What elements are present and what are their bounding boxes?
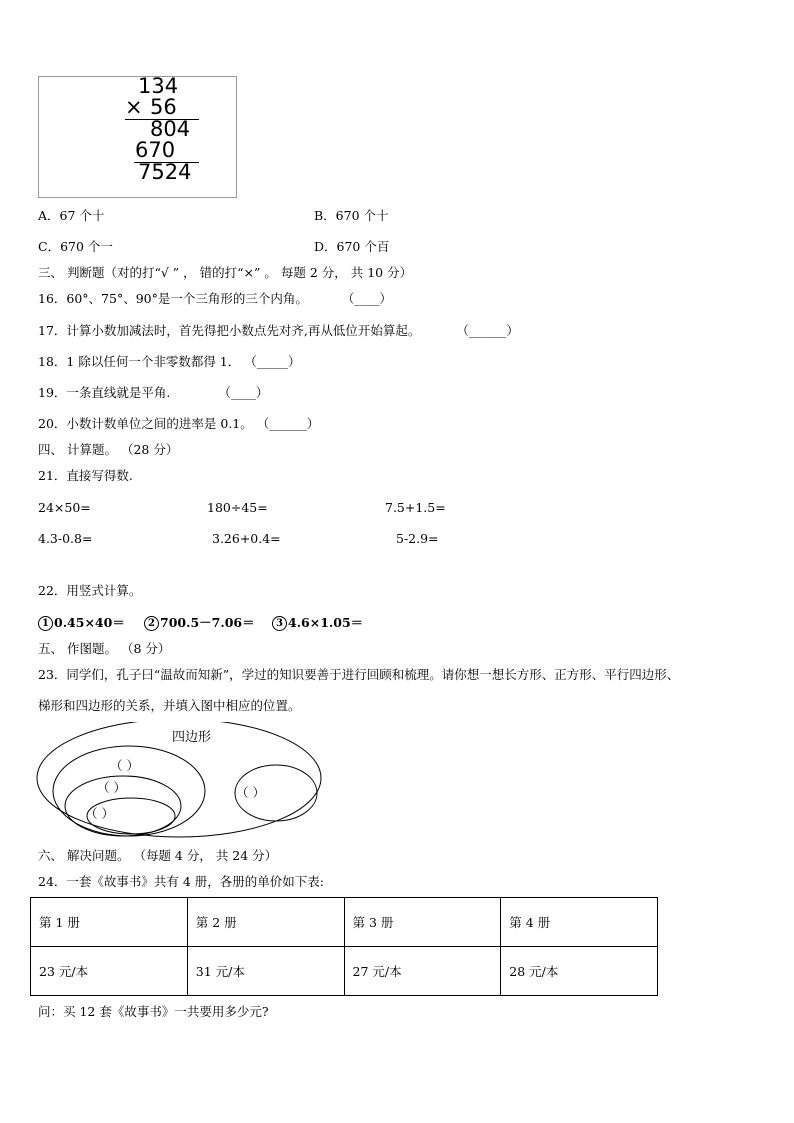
- partial-product-2: 670: [135, 138, 176, 162]
- partial-product-1: 804: [150, 117, 191, 141]
- question-17: [38, 323, 519, 339]
- answer-paren-20[interactable]: （______）: [256, 416, 320, 431]
- option-b: B．670 个十: [314, 208, 389, 223]
- table-header-cell: 第 2 册: [187, 898, 344, 947]
- option-c: C．670 个一: [38, 239, 113, 254]
- circled-number-1: 1: [38, 616, 53, 631]
- question-16-text: 16．60°、75°、90°是一个三角形的三个内角。: [38, 291, 308, 306]
- vertical-calc-3: [272, 615, 363, 631]
- table-cell: 27 元/本: [344, 947, 501, 996]
- question-21-label: 21．直接写得数.: [38, 468, 133, 483]
- table-header-cell: 第 3 册: [344, 898, 501, 947]
- calc-item: 24×50=: [38, 500, 91, 515]
- section-3-heading: 三、 判断题（对的打“√ ” ， 错的打“×” 。 每题 2 分， 共 10 分）: [38, 265, 413, 280]
- answer-paren-19[interactable]: （____）: [218, 385, 269, 400]
- vertical-calc-2-expr: 700.5－7.06＝: [160, 615, 255, 630]
- question-23-line-2: 梯形和四边形的关系，并填入图中相应的位置。: [38, 698, 301, 713]
- blank-rectangle[interactable]: （ ）: [97, 780, 126, 795]
- calc-item: 5-2.9=: [396, 531, 439, 546]
- table-row: [31, 898, 658, 947]
- question-23-line-1: 23．同学们，孔子曰“温故而知新”，学过的知识要善于进行回顾和梳理。请你想一想长方形、正方形、平行四边形、: [38, 667, 680, 682]
- option-a: A．67 个十: [38, 208, 105, 223]
- multiplicand: 134: [138, 74, 179, 98]
- section-5-heading: 五、 作图题。 （8 分）: [38, 641, 171, 656]
- table-cell: 23 元/本: [31, 947, 188, 996]
- question-18-text: 18．1 除以任何一个非零数都得 1．: [38, 354, 241, 369]
- section-6-heading: 六、 解决问题。 （每题 4 分， 共 24 分）: [38, 848, 278, 863]
- circled-number-3: 3: [272, 616, 287, 631]
- diagram-title: 四边形: [172, 730, 212, 745]
- calc-item: 7.5+1.5=: [385, 500, 446, 515]
- question-16: [38, 291, 392, 307]
- blank-trapezoid[interactable]: （ ）: [236, 785, 265, 800]
- answer-paren-18[interactable]: （_____）: [244, 354, 301, 369]
- calc-item: 3.26+0.4=: [212, 531, 281, 546]
- price-table: [30, 897, 658, 996]
- circled-number-2: 2: [144, 616, 159, 631]
- table-row: [31, 947, 658, 996]
- blank-square[interactable]: （ ）: [85, 806, 114, 821]
- multiplier: 56: [150, 95, 177, 119]
- question-19-text: 19．一条直线就是平角.: [38, 385, 171, 400]
- question-24-line: 24．一套《故事书》共有 4 册，各册的单价如下表:: [38, 874, 325, 889]
- answer-paren-16[interactable]: （____）: [341, 291, 392, 306]
- question-17-text: 17．计算小数加减法时，首先得把小数点先对齐,再从低位开始算起。: [38, 323, 421, 338]
- question-24-ask: 问：买 12 套《故事书》一共要用多少元?: [38, 1004, 269, 1019]
- vertical-calc-1: [38, 615, 125, 631]
- option-d: D．670 个百: [314, 239, 390, 254]
- multiply-operator: ×: [125, 95, 143, 119]
- table-cell: 28 元/本: [501, 947, 658, 996]
- question-19: [38, 385, 268, 401]
- answer-paren-17[interactable]: （______）: [456, 323, 519, 338]
- vertical-calc-1-expr: 0.45×40＝: [54, 615, 125, 630]
- calc-item: 180÷45=: [207, 500, 268, 515]
- question-18: [38, 354, 301, 370]
- question-20: [38, 416, 319, 432]
- product-result: 7524: [138, 160, 192, 184]
- blank-parallelogram[interactable]: （ ）: [110, 758, 139, 773]
- vertical-calc-3-expr: 4.6×1.05＝: [288, 615, 364, 630]
- question-20-text: 20．小数计数单位之间的进率是 0.1。: [38, 416, 253, 431]
- table-cell: 31 元/本: [187, 947, 344, 996]
- vertical-calc-2: [144, 615, 255, 631]
- table-header-cell: 第 4 册: [501, 898, 658, 947]
- question-22-label: 22．用竖式计算。: [38, 583, 142, 598]
- calc-item: 4.3-0.8=: [38, 531, 93, 546]
- section-4-heading: 四、 计算题。 （28 分）: [38, 442, 179, 457]
- multiplication-figure: [38, 76, 237, 198]
- table-header-cell: 第 1 册: [31, 898, 188, 947]
